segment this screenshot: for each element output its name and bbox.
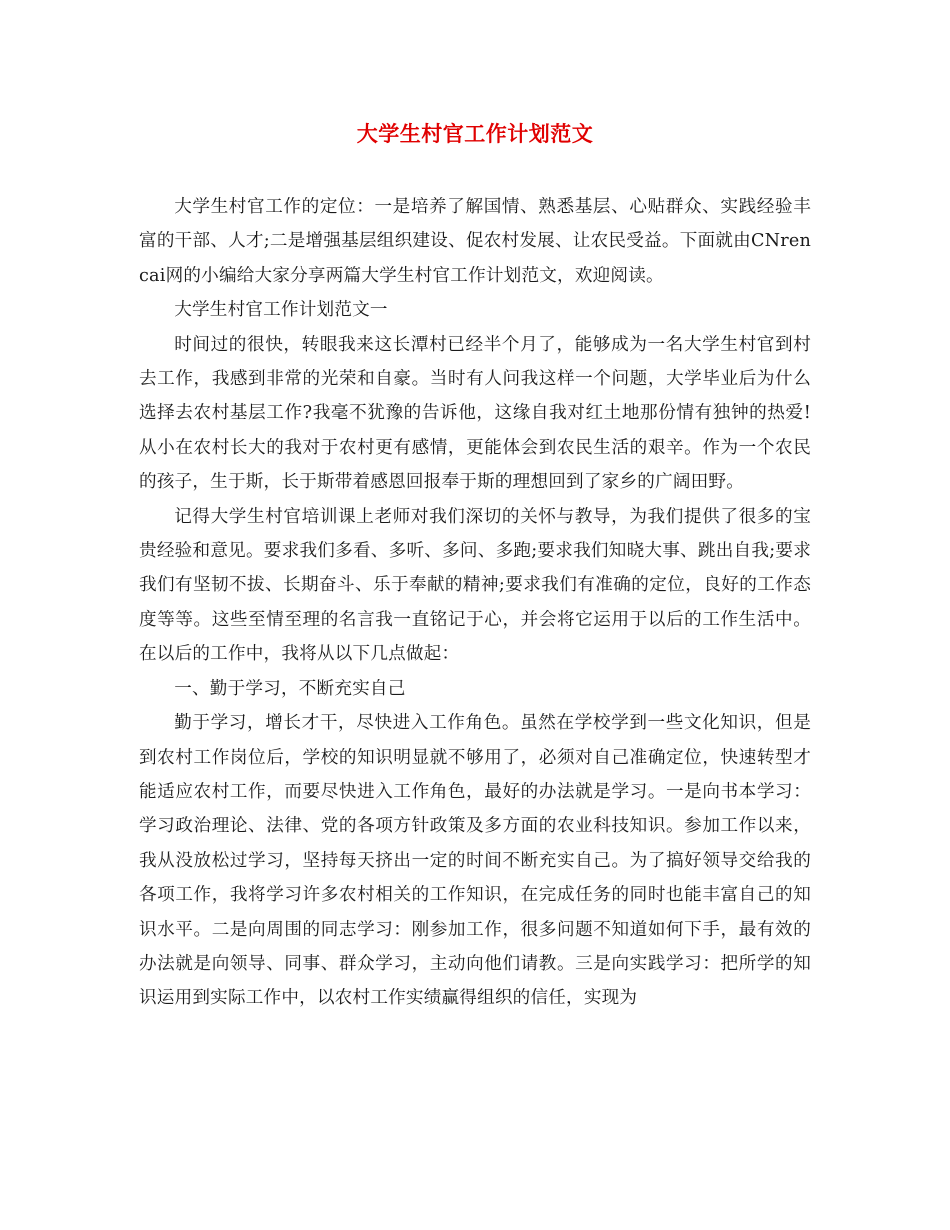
section-heading-article-one: 大学生村官工作计划范文一 bbox=[174, 300, 388, 321]
subheading-study: 一、勤于学习，不断充实自己 bbox=[174, 678, 406, 699]
body-paragraph: 时间过的很快，转眼我来这长潭村已经半个月了，能够成为一名大学生村官到村去工作，我感到非常的光荣和自豪。当时有人问我这样一个问题，大学毕业后为什么选择去农村基层工作?我毫不犹豫的告诉他，这缘自我对红土地那份情有独钟的热爱!从小在农村长大的我对于农村更有感情，更能体会到农民生活的艰辛。作为一个农民的孩子，生于斯，长于斯带着感恩回报奉于斯的理想回到了家乡的广阔田野。 bbox=[139, 334, 811, 493]
body-paragraph: 勤于学习，增长才干，尽快进入工作角色。虽然在学校学到一些文化知识，但是到农村工作岗位后，学校的知识明显就不够用了，必须对自己准确定位，快速转型才能适应农村工作，而要尽快进入工作角色，最好的办法就是学习。一是向书本学习：学习政治理论、法律、党的各项方针政策及多方面的农业科技知识。参加工作以来，我从没放松过学习，坚持每天挤出一定的时间不断充实自己。为了搞好领导交给我的各项工作，我将学习许多农村相关的工作知识，在完成任务的同时也能丰富自己的知识水平。二是向周围的同志学习：刚参加工作，很多问题不知道如何下手，最有效的办法就是向领导、同事、群众学习，主动向他们请教。三是向实践学习：把所学的知识运用到实际工作中，以农村工作实绩赢得组织的信任，实现为 bbox=[139, 713, 811, 1009]
document-body bbox=[139, 190, 811, 1016]
document-title: 大学生村官工作计划范文 bbox=[356, 122, 594, 146]
intro-paragraph: 大学生村官工作的定位：一是培养了解国情、熟悉基层、心贴群众、实践经验丰富的干部、人才;二是增强基层组织建设、促农村发展、让农民受益。下面就由CNrencai网的小编给大家分享两篇大学生村官工作计划范文，欢迎阅读。 bbox=[139, 197, 811, 286]
body-paragraph: 记得大学生村官培训课上老师对我们深切的关怀与教导，为我们提供了很多的宝贵经验和意见。要求我们多看、多听、多问、多跑;要求我们知晓大事、跳出自我;要求我们有坚韧不拔、长期奋斗、乐于奉献的精神;要求我们有准确的定位，良好的工作态度等等。这些至情至理的名言我一直铭记于心，并会将它运用于以后的工作生活中。在以后的工作中，我将从以下几点做起： bbox=[139, 506, 811, 665]
